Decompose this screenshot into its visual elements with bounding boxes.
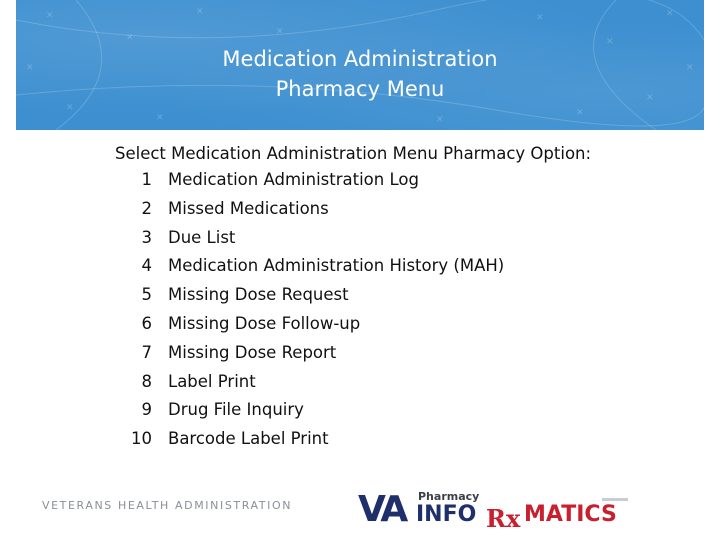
option-label: Medication Administration Log [168, 170, 419, 189]
svg-text:✕: ✕ [436, 115, 444, 125]
option-number: 2 [141, 198, 152, 218]
option-label: Missed Medications [168, 198, 329, 218]
option-label: Drug File Inquiry [168, 400, 304, 420]
svg-text:✕: ✕ [646, 93, 654, 103]
svg-text:✕: ✕ [666, 9, 674, 19]
logo-matics-text: MATICS [524, 502, 617, 527]
option-label: Missing Dose Report [168, 342, 337, 362]
svg-text:✕: ✕ [156, 113, 164, 123]
option-label: Barcode Label Print [168, 429, 329, 449]
logo-pharmacy-text: Pharmacy [418, 490, 480, 503]
va-pharmacy-informatics-logo [358, 484, 634, 534]
logo-info-text: INFO [416, 502, 477, 527]
page-title [16, 44, 704, 104]
svg-text:✕: ✕ [686, 63, 694, 73]
svg-text:✕: ✕ [576, 108, 584, 118]
title-line-1: Medication Administration [222, 47, 498, 71]
logo-accent-line [602, 498, 628, 501]
menu-prompt: Select Medication Administration Menu Pharmacy Option: [115, 144, 592, 163]
svg-text:✕: ✕ [66, 103, 74, 113]
option-number: 4 [141, 256, 152, 276]
svg-text:✕: ✕ [46, 11, 54, 21]
option-number: 5 [141, 285, 152, 305]
option-number: 3 [141, 227, 152, 247]
option-label: Missing Dose Follow-up [168, 313, 361, 333]
logo-va-text: VA [358, 489, 406, 530]
organization-name: VETERANS HEALTH ADMINISTRATION [42, 499, 293, 512]
option-number: 6 [141, 313, 152, 333]
svg-text:✕: ✕ [26, 63, 34, 73]
svg-text:✕: ✕ [276, 27, 284, 37]
option-number: 1 [141, 170, 152, 189]
title-banner [16, 0, 704, 130]
svg-text:✕: ✕ [126, 33, 134, 43]
svg-text:✕: ✕ [536, 13, 544, 23]
option-label: Medication Administration History (MAH) [168, 256, 505, 276]
option-number: 10 [131, 429, 152, 449]
logo-rx-text: Rx [486, 504, 521, 533]
option-number: 7 [141, 342, 152, 362]
svg-text:✕: ✕ [196, 7, 204, 17]
option-label: Missing Dose Request [168, 285, 349, 305]
option-label: Due List [168, 227, 236, 247]
option-number: 8 [141, 371, 152, 391]
svg-text:✕: ✕ [606, 37, 614, 47]
title-line-2: Pharmacy Menu [275, 77, 445, 101]
option-label: Label Print [168, 371, 256, 391]
option-number: 9 [141, 400, 152, 420]
